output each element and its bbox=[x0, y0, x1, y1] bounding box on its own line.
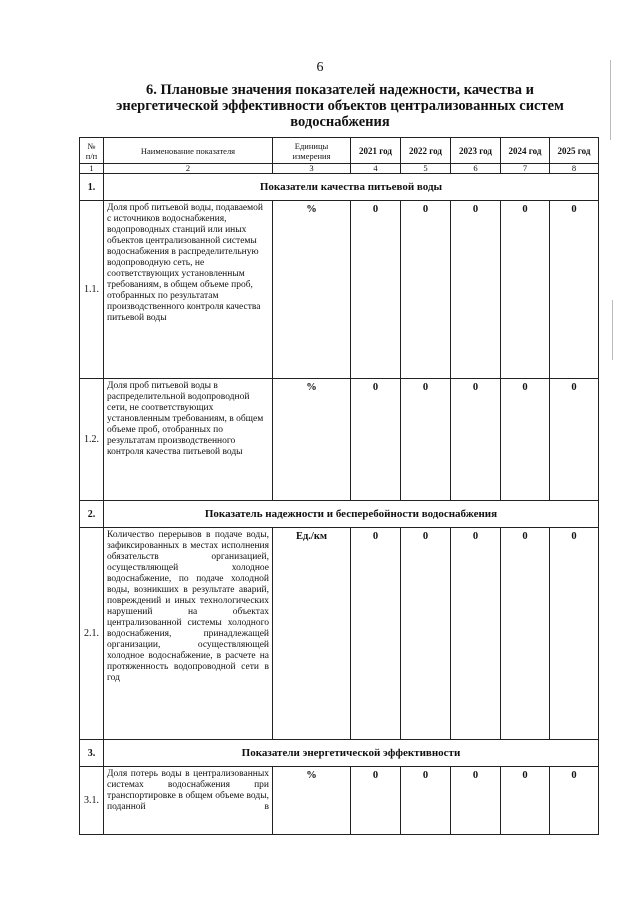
header-num: № п/п bbox=[80, 138, 104, 164]
value-2023: 0 bbox=[451, 528, 501, 740]
page-number: 6 bbox=[316, 60, 324, 75]
value-2024: 0 bbox=[501, 201, 550, 379]
header-year-2024: 2024 год bbox=[501, 138, 550, 164]
index-cell: 5 bbox=[401, 164, 451, 174]
section-heading: Показатели качества питьевой воды bbox=[104, 174, 599, 201]
header-year-2022: 2022 год bbox=[401, 138, 451, 164]
header-year-2023: 2023 год bbox=[451, 138, 501, 164]
indicators-table bbox=[79, 137, 599, 835]
index-cell: 3 bbox=[273, 164, 351, 174]
value-2025: 0 bbox=[550, 201, 599, 379]
section-heading: Показатели энергетической эффективности bbox=[104, 740, 599, 767]
value-2022: 0 bbox=[401, 201, 451, 379]
value-2024: 0 bbox=[501, 767, 550, 835]
section-row bbox=[80, 174, 599, 201]
section-title: 6. Плановые значения показателей надежности, качества и энергетической эффективности объектов централизованных систем водоснабжения bbox=[116, 82, 564, 130]
value-2025: 0 bbox=[550, 379, 599, 501]
row-num: 3.1. bbox=[80, 767, 104, 835]
table-row bbox=[80, 528, 599, 740]
index-cell: 7 bbox=[501, 164, 550, 174]
table-row bbox=[80, 767, 599, 835]
value-2024: 0 bbox=[501, 528, 550, 740]
section-num: 3. bbox=[80, 740, 104, 767]
row-num: 1.1. bbox=[80, 201, 104, 379]
section-num: 2. bbox=[80, 501, 104, 528]
section-row bbox=[80, 740, 599, 767]
index-cell: 1 bbox=[80, 164, 104, 174]
value-2022: 0 bbox=[401, 379, 451, 501]
value-2021: 0 bbox=[351, 379, 401, 501]
unit-cell: % bbox=[273, 201, 351, 379]
table-row bbox=[80, 201, 599, 379]
row-num: 1.2. bbox=[80, 379, 104, 501]
value-2022: 0 bbox=[401, 767, 451, 835]
index-cell: 2 bbox=[104, 164, 273, 174]
section-row bbox=[80, 501, 599, 528]
value-2024: 0 bbox=[501, 379, 550, 501]
value-2023: 0 bbox=[451, 201, 501, 379]
value-2023: 0 bbox=[451, 767, 501, 835]
header-row bbox=[80, 138, 599, 164]
value-2025: 0 bbox=[550, 528, 599, 740]
value-2021: 0 bbox=[351, 528, 401, 740]
indicator-name: Доля проб питьевой воды, подаваемой с источников водоснабжения, водопроводных станций или иных объектов централизованной системы водоснабжения в распределительную водопроводную сеть, не соответствующих установленным требованиям, в общем объеме проб, отобранных по результатам производственного контроля качества питьевой воды bbox=[104, 201, 273, 379]
scan-artifact-line bbox=[612, 300, 613, 360]
unit-cell: Ед./км bbox=[273, 528, 351, 740]
section-num: 1. bbox=[80, 174, 104, 201]
value-2023: 0 bbox=[451, 379, 501, 501]
unit-cell: % bbox=[273, 379, 351, 501]
index-cell: 6 bbox=[451, 164, 501, 174]
header-name: Наименование показателя bbox=[104, 138, 273, 164]
table-row bbox=[80, 379, 599, 501]
indicator-name: Доля потерь воды в централизованных системах водоснабжения при транспортировке в общем объеме воды, поданной в bbox=[104, 767, 273, 835]
value-2021: 0 bbox=[351, 767, 401, 835]
index-row bbox=[80, 164, 599, 174]
header-unit: Единицы измерения bbox=[273, 138, 351, 164]
header-year-2021: 2021 год bbox=[351, 138, 401, 164]
indicator-name: Доля проб питьевой воды в распределительной водопроводной сети, не соответствующих установленным требованиям, в общем объеме проб, отобранных по результатам производственного контроля качества питьевой воды bbox=[104, 379, 273, 501]
unit-cell: % bbox=[273, 767, 351, 835]
value-2022: 0 bbox=[401, 528, 451, 740]
value-2025: 0 bbox=[550, 767, 599, 835]
index-cell: 8 bbox=[550, 164, 599, 174]
indicator-name: Количество перерывов в подаче воды, зафиксированных в местах исполнения обязательств организацией, осуществляющей холодное водоснабжение, по подаче холодной воды, возникших в результате аварий, повреждений и иных технологических нарушений на объектах централизованной системы холодного водоснабжения, принадлежащей организации, осуществляющей холодное водоснабжение, в расчете на протяженность водопроводной сети в год bbox=[104, 528, 273, 740]
value-2021: 0 bbox=[351, 201, 401, 379]
row-num: 2.1. bbox=[80, 528, 104, 740]
section-heading: Показатель надежности и бесперебойности водоснабжения bbox=[104, 501, 599, 528]
scan-artifact-line bbox=[610, 60, 611, 140]
index-cell: 4 bbox=[351, 164, 401, 174]
header-year-2025: 2025 год bbox=[550, 138, 599, 164]
